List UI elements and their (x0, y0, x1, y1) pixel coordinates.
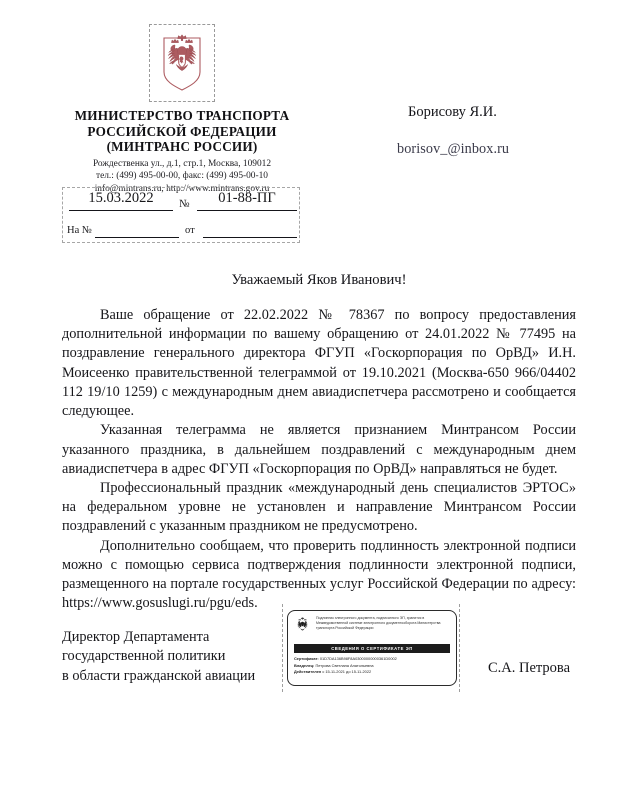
body-paragraph-1: Ваше обращение от 22.02.2022 № 78367 по вопросу предоставления дополнительной информации по вашему обращению от 24.01.2022 № 77495 на поздравление генерального директора ФГУП «Госкорпорация по ОрВД» И.Н. Моисеенко правительственной телеграммой от 19.10.2021 (Москва-650 966/04402 112 19/10 1259) с международным днем авиадиспетчера рассмотрено и сообщается следующее. (62, 307, 576, 420)
signer-title (62, 628, 315, 686)
letter-body (62, 272, 576, 614)
letter-header (0, 0, 632, 262)
coat-of-arms-frame (149, 24, 215, 102)
letterhead (62, 24, 302, 196)
stamp-field-certificate-label: Сертификат: (294, 656, 319, 661)
stamp-field-validity-label: Действителен (294, 669, 322, 675)
organization-phone: тел.: (499) 495-00-00, факс: (499) 495-00-10 (96, 171, 268, 182)
stamp-field-certificate-value: 01D7DA136B98F8A03000000000361D0002 (319, 656, 397, 661)
signer-title-line-3: в области гражданской авиации (62, 667, 256, 684)
organization-name (62, 108, 302, 155)
reply-to-number-field (95, 220, 179, 238)
stamp-field-owner-value: Петрова Светлана Анатольевна (315, 662, 374, 668)
body-paragraph-2: Указанная телеграмма не является признанием Минтрансом России указанного праздника, в дальнейшем поздравлений с международным днем авиадиспетчера в адрес ФГУП «Госкорпорация по ОрВД» направляться не будет. (62, 422, 576, 477)
addressee-block (397, 103, 608, 158)
body-paragraph-3: Профессиональный праздник «международный день специалистов ЭРТОС» на федеральном уровне не установлен и направление Минтрансом России поздравлений с указанным праздником не предусмотрено. (62, 479, 576, 535)
stamp-bar-title: СВЕДЕНИЯ О СЕРТИФИКАТЕ ЭП (294, 644, 450, 653)
reply-date-label: от (185, 225, 195, 236)
signer-title-line-2: государственной политики (62, 648, 226, 665)
organization-name-line-2: РОССИЙСКОЙ ФЕДЕРАЦИИ (87, 123, 277, 139)
organization-name-line-3: (МИНТРАНС РОССИИ) (106, 139, 258, 155)
organization-name-line-1: МИНИСТЕРСТВО ТРАНСПОРТА (74, 108, 290, 123)
letter-number: 01-88-ПГ (197, 190, 297, 211)
addressee-name: Борисову Я.И. (408, 104, 497, 120)
organization-address: Рождественка ул., д.1, стр.1, Москва, 109012 (92, 158, 272, 169)
stamp-field-owner-label: Владелец: (294, 662, 315, 668)
letter-requisites-box (62, 187, 300, 243)
body-paragraph-4: Дополнительно сообщаем, что проверить подлинность электронной подписи можно с помощью сервиса подтверждения подлинности электронной подписи, размещенного на портале государственных услуг Российской Федерации по адресу: https://www.gosuslugi.ru/pgu/eds. (62, 537, 576, 612)
letter-date: 15.03.2022 (69, 190, 173, 211)
signer-title-line-1: Директор Департамента (62, 629, 210, 645)
signer-name: С.А. Петрова (487, 660, 570, 676)
addressee-email[interactable]: borisov_@inbox.ru (397, 140, 510, 157)
requisites-row-outgoing (63, 189, 301, 217)
requisites-row-incoming (63, 219, 301, 243)
russian-coat-of-arms-icon (160, 34, 204, 92)
stamp-note: Подлинник электронного документа, подписанного ЭП, хранится в Межведомственной системе электронного документооборота Министерства транспорта Российской Федерации (316, 616, 441, 630)
reply-date-field (203, 220, 297, 238)
signature-block (62, 628, 576, 686)
organization-web: info@mintrans.ru, http://www.mintrans.gov.ru (94, 183, 270, 194)
reply-to-number-label: На № (67, 225, 92, 236)
salutation: Уважаемый Яков Иванович! (231, 272, 407, 288)
stamp-field-validity-value: с 15-11-2021 до 15-11-2022 (322, 669, 372, 675)
letter-number-label: № (179, 198, 190, 210)
